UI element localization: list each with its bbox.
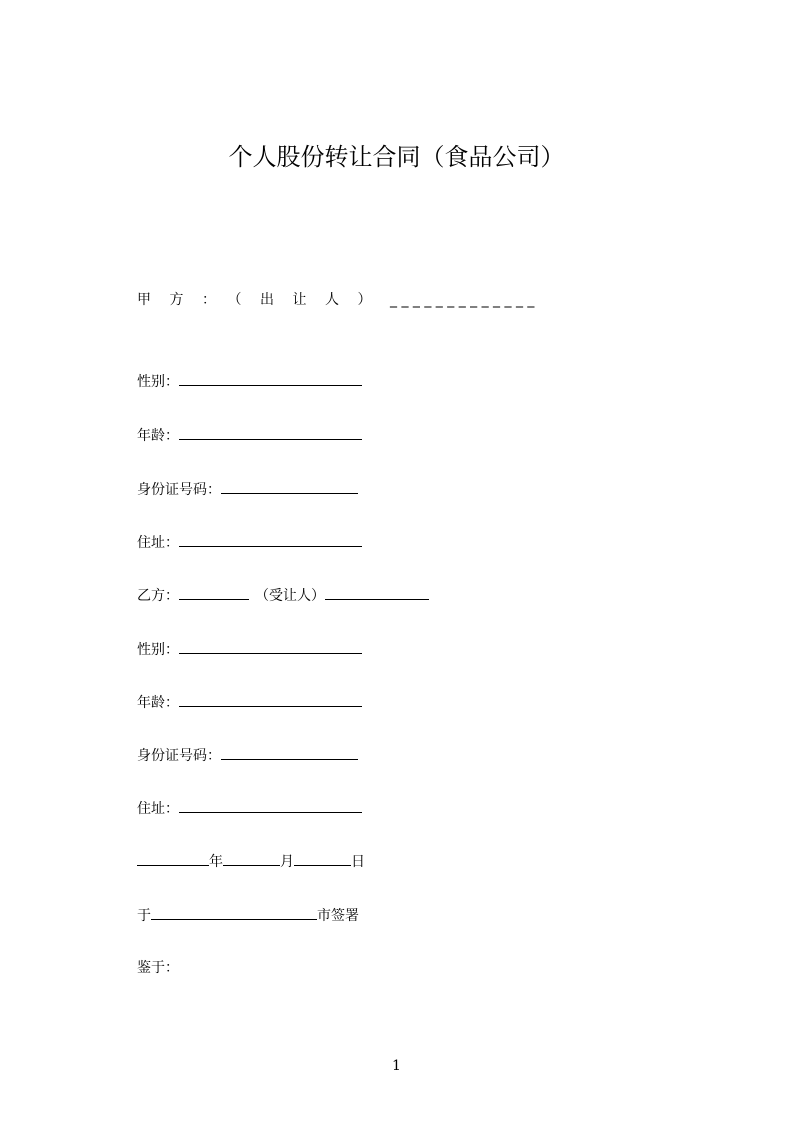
day-label: 日	[351, 854, 365, 870]
party-a-label: 甲方：（出让人）	[137, 292, 390, 308]
party-b-id-field	[137, 745, 358, 766]
page-number: 1	[392, 1058, 401, 1074]
party-a-id-label: 身份证号码：	[137, 482, 221, 498]
party-b-gender-blank[interactable]	[179, 639, 362, 654]
party-a-blank[interactable]: _ _ _ _ _ _ _ _ _ _ _ _ _	[390, 292, 535, 308]
party-b-line	[137, 585, 429, 606]
party-a-id-blank[interactable]	[221, 479, 358, 494]
party-b-age-field	[137, 692, 362, 713]
party-a-age-blank[interactable]	[179, 425, 362, 440]
party-a-id-field	[137, 479, 358, 500]
party-b-address-field	[137, 798, 362, 819]
party-a-gender-field	[137, 371, 362, 392]
month-label: 月	[280, 854, 294, 870]
party-a-address-blank[interactable]	[179, 532, 362, 547]
place-prefix: 于	[137, 908, 151, 924]
party-a-age-field	[137, 425, 362, 446]
party-b-gender-field	[137, 639, 362, 660]
party-b-id-blank[interactable]	[221, 745, 358, 760]
party-a-address-label: 住址：	[137, 535, 179, 551]
month-blank[interactable]	[223, 851, 280, 866]
party-a-line	[137, 290, 707, 310]
city-blank[interactable]	[151, 905, 317, 920]
party-b-role-label: （受让人）	[255, 588, 325, 604]
signing-place-line	[137, 905, 359, 926]
whereas-heading: 鉴于：	[137, 960, 179, 976]
party-b-role-blank[interactable]	[325, 585, 429, 600]
party-a-gender-blank[interactable]	[179, 371, 362, 386]
party-b-address-blank[interactable]	[179, 798, 362, 813]
party-b-age-label: 年龄：	[137, 695, 179, 711]
date-line	[137, 851, 365, 872]
party-b-label: 乙方：	[137, 588, 179, 604]
party-b-age-blank[interactable]	[179, 692, 362, 707]
year-label: 年	[209, 854, 223, 870]
day-blank[interactable]	[294, 851, 351, 866]
party-a-address-field	[137, 532, 362, 553]
party-b-gender-label: 性别：	[137, 642, 179, 658]
place-suffix: 市签署	[317, 908, 359, 924]
party-b-id-label: 身份证号码：	[137, 748, 221, 764]
party-b-address-label: 住址：	[137, 801, 179, 817]
party-a-age-label: 年龄：	[137, 428, 179, 444]
document-title: 个人股份转让合同（食品公司）	[228, 143, 565, 171]
party-b-name-blank[interactable]	[179, 585, 249, 600]
party-a-gender-label: 性别：	[137, 374, 179, 390]
year-blank[interactable]	[137, 851, 209, 866]
